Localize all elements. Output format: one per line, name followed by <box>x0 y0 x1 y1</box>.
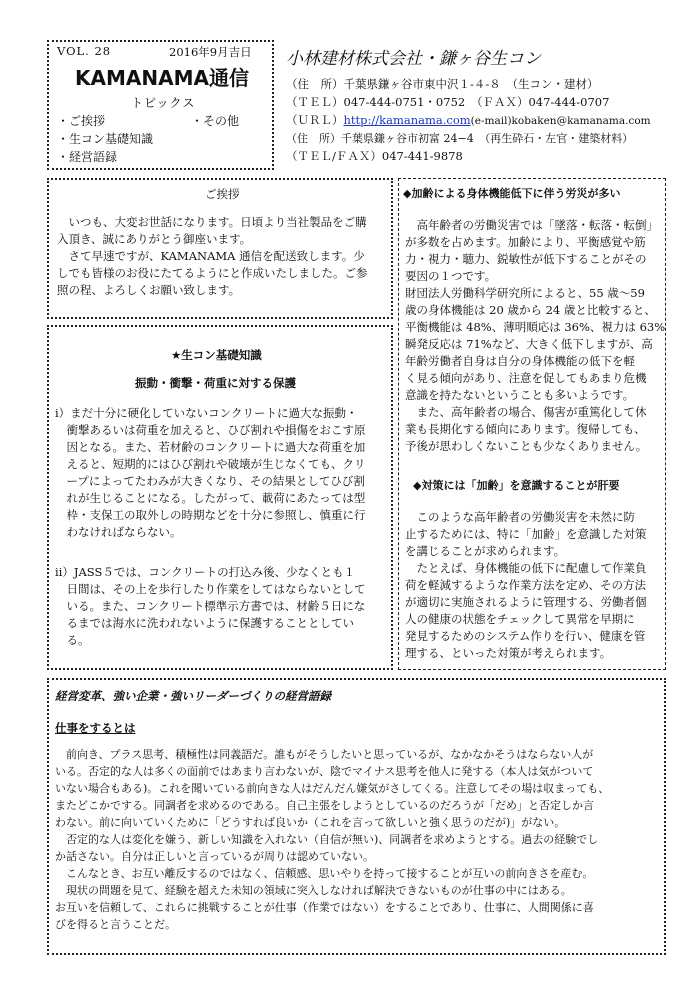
knowledge-item-2-line: るまでは海水に洗われないように保護することとしてい <box>55 616 354 630</box>
aging-heading: ◆加齢による身体機能低下に伴う労災が多い <box>403 187 621 200</box>
knowledge-item-1-line: えると、短期的にはひび割れや破壊が生じなくても、クリ <box>55 457 366 471</box>
aging-line: 業も長期化する傾向にあります。復帰しても、 <box>405 422 646 436</box>
countermeasure-line: 発見するためのシステム作りを行い、健康を管 <box>405 629 646 643</box>
countermeasure-line: たとえば、身体機能の低下に配慮して作業負 <box>405 561 647 575</box>
email-address: (e-mail)kobaken@kamanama.com <box>470 115 651 127</box>
greeting-section <box>47 178 393 319</box>
knowledge-heading: ★生コン基礎知識 <box>171 348 262 362</box>
greeting-line: しでも皆様のお役にたてるようにと作成いたしました。ご参 <box>57 266 368 280</box>
knowledge-subheading: 振動・衝撃・荷重に対する保護 <box>135 376 296 390</box>
greeting-line: 照の程、よろしくお願い致します。 <box>57 283 241 297</box>
aging-line: 高年齢者の労働災害では「墜落・転落・転倒」 <box>405 218 658 232</box>
aging-line: 歳の身体機能は 20 歳から 24 歳と比較すると、 <box>405 303 656 317</box>
aging-line: 力・視力・聴力、鋭敏性が低下することがその <box>405 252 647 266</box>
countermeasure-line: が適切に実施されるように管理する、労働者個 <box>405 595 647 609</box>
knowledge-item-1-line: 枠・支保工の取外しの時期などを十分に参照し、慎重に行 <box>55 508 366 522</box>
knowledge-item-2-line: 日間は、その上を歩行したり作業をしてはならないとして <box>55 582 366 596</box>
issue-date: 2016年9月吉日 <box>169 45 252 59</box>
greeting-heading: ご挨拶 <box>205 187 240 201</box>
company-name: 小林建材株式会社・鎌ヶ谷生コン <box>286 49 541 69</box>
aging-line: く見る傾向があり、注意を促してもあまり危機 <box>405 371 647 385</box>
aging-line: 年齢労働者自身は自分の身体機能の低下を軽 <box>405 354 635 368</box>
management-line: か話さない。自分は正しいと言っているが周りは認めていない。 <box>55 850 374 863</box>
knowledge-item-2-line: いる。また、コンクリート標準示方書では、材齢５日にな <box>55 599 366 613</box>
topics-heading: トピックス <box>131 96 196 110</box>
management-line: 否定的な人は変化を嫌う、新しい知識を入れない（自信が無い)、同調者を求めようとする。過去の経験でし <box>55 833 599 846</box>
aging-section <box>398 178 666 670</box>
topic-other: ・その他 <box>191 114 240 128</box>
management-line: いる。否定的な人は多くの面前ではあまり言わないが、陰でマイナス思考を他人に発する（本人は気がついて <box>55 765 594 778</box>
topic-management: ・経営語録 <box>57 150 118 164</box>
company-address-1: （住 所）千葉県鎌ヶ谷市東中沢１-４-８ （生コン・建材） <box>286 77 599 91</box>
knowledge-item-1-line: れが生じることになる。したがって、載荷にあたっては型 <box>55 491 366 505</box>
management-line: びを得ると言うことだ。 <box>55 918 176 931</box>
knowledge-item-1-line: わなければならない。 <box>55 525 182 539</box>
greeting-line: いつも、大変お世話になります。日頃より当社製品をご購 <box>57 215 367 229</box>
company-tel-fax: （ＴＥＬ）047-444-0751・0752 （ＦＡＸ）047-444-0707 <box>286 95 610 109</box>
greeting-line: さて早速ですが、KAMANAMA 通信を配送致します。少 <box>57 249 365 263</box>
management-line: わない。前に向いていくために「どうすれば良いか（これを言って欲しいと強く思うのだが)」がない。 <box>55 816 566 829</box>
aging-line: が多数を占めます。加齢により、平衡感覚や筋 <box>405 235 646 249</box>
management-subheading: 仕事をするとは <box>55 721 136 735</box>
url-label: （ＵＲＬ） <box>286 113 344 127</box>
management-line: 現状の問題を見て、経験を超えた未知の領域に突入しなければ解決できないものが仕事の中にはある。 <box>55 884 572 897</box>
company-tel-fax-2: （ＴＥＬ/ＦＡＸ）047-441-9878 <box>286 149 463 163</box>
aging-line: 瞬発反応は 71%など、大きく低下しますが、高 <box>405 337 653 351</box>
management-line: 前向き、プラス思考、積極性は同義語だ。誰もがそうしたいと思っているが、なかなかそうはならない人が <box>55 748 594 761</box>
knowledge-item-1-line: ープによってたわみが大きくなり、その結果としてひび割 <box>55 474 365 488</box>
company-address-2: （住 所）千葉県鎌ヶ谷市初富 24−4 （再生砕石・左官・建築材料） <box>286 132 634 145</box>
aging-line: 平衡機能は 48%、薄明順応は 36%、視力は 63% <box>405 320 666 334</box>
knowledge-section <box>47 325 393 670</box>
management-line: お互いを信頼して、これらに挑戦することが仕事（作業ではない）をすることであり、仕事に、人間関係に喜 <box>55 901 594 914</box>
aging-line: 要因の１つです。 <box>405 269 497 283</box>
company-info <box>280 40 665 170</box>
topic-greeting: ・ご挨拶 <box>57 114 106 128</box>
topic-knowledge: ・生コン基礎知識 <box>57 132 154 146</box>
aging-line: 予後が思わしくないことも少なくありません。 <box>405 439 648 453</box>
countermeasure-heading: ◆対策には「加齢」を意識することが肝要 <box>413 479 620 492</box>
masthead-box <box>47 40 274 170</box>
management-line: またどこかでする。同調者を求めるのである。自己主張をしようとしているのだろうが「だめ」と否定しか言 <box>55 799 594 812</box>
aging-line: 意識を持たないということも多いようです。 <box>405 388 635 402</box>
greeting-line: 入頂き、誠にありがとう御座います。 <box>57 232 252 246</box>
management-line: いない場合もある)。これを聞いている前向きな人はだんだん嫌気がさしてくる。注意してその場は収まっても、 <box>55 782 610 795</box>
countermeasure-line: 人の健康の状態をチェックして異常を早期に <box>405 612 635 626</box>
aging-line: 財団法人労働科学研究所によると、55 歳〜59 <box>405 286 645 300</box>
volume-label: VOL. 28 <box>57 44 112 58</box>
countermeasure-line: 理する、といった対策が考えられます。 <box>405 646 612 660</box>
knowledge-item-2-line: ⅱ）JASS５では、コンクリートの打込み後、少なくとも１ <box>55 565 356 579</box>
management-heading: 経営変革、強い企業・強いリーダーづくりの経営語録 <box>55 689 331 703</box>
countermeasure-line: このような高年齢者の労働災害を未然に防 <box>405 510 635 524</box>
newsletter-title: KAMANAMA通信 <box>75 66 249 90</box>
company-url-row <box>286 112 651 130</box>
countermeasure-line: 荷を軽減するような作業方法を定め、その方法 <box>405 578 647 592</box>
countermeasure-line: 止するためには、特に「加齢」を意識した対策 <box>405 527 647 541</box>
knowledge-item-1-line: ⅰ）まだ十分に硬化していないコンクリートに過大な振動・ <box>55 406 358 420</box>
knowledge-item-1-line: 因となる。また、若材齢のコンクリートに過大な荷重を加 <box>55 440 366 454</box>
management-section <box>47 678 666 955</box>
knowledge-item-2-line: る。 <box>55 633 90 647</box>
aging-line: また、高年齢者の場合、傷害が重篤化して休 <box>405 405 647 419</box>
website-link[interactable]: http://kamanama.com <box>343 113 471 127</box>
knowledge-item-1-line: 衝撃あるいは荷重を加えると、ひび割れや損傷をおこす原 <box>55 423 366 437</box>
countermeasure-line: を講じることが求められます。 <box>405 544 566 558</box>
management-line: こんなとき、お互い離反するのではなく、信頼感、思いやりを持って接することが互いの前向きさを産む。 <box>55 867 594 880</box>
